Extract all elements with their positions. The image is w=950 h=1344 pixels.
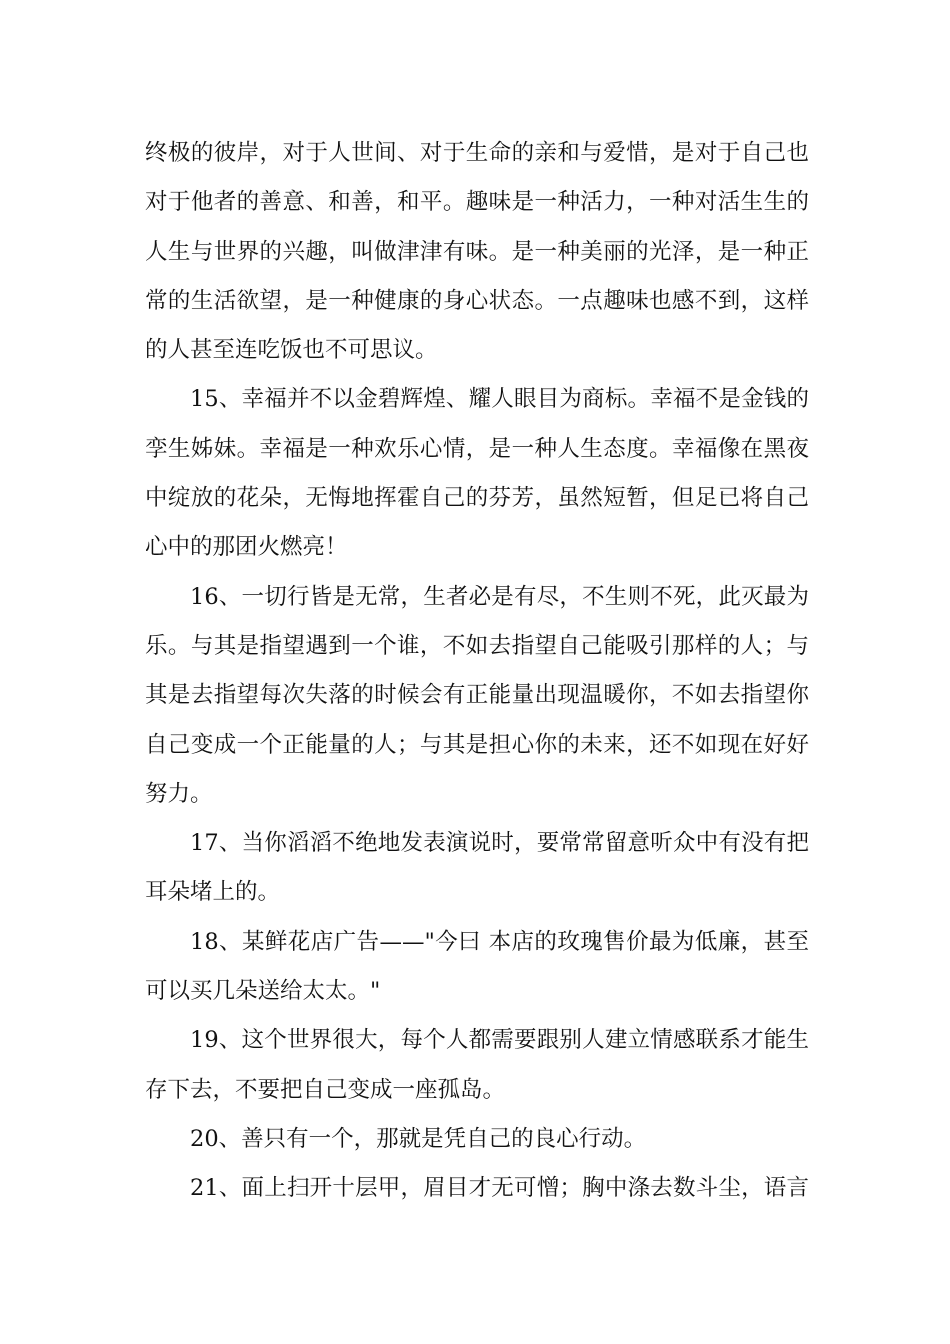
text-line: 17、当你滔滔不绝地发表演说时，要常常留意听众中有没有把: [190, 830, 809, 857]
text-line: 乐。与其是指望遇到一个谁，不如去指望自己能吸引那样的人；与: [145, 632, 809, 659]
text-line: 19、这个世界很大，每个人都需要跟别人建立情感联系才能生: [190, 1027, 809, 1054]
text-line: 耳朵堵上的。: [145, 879, 281, 906]
text-line: 对于他者的善意、和善，和平。趣味是一种活力，一种对活生生的: [145, 189, 809, 216]
text-line: 16、一切行皆是无常，生者必是有尽，不生则不死，此灭最为: [190, 583, 809, 610]
text-line: 21、面上扫开十层甲，眉目才无可憎；胸中涤去数斗尘，语言: [190, 1175, 809, 1202]
text-line: 孪生姊妹。幸福是一种欢乐心情，是一种人生态度。幸福像在黑夜: [145, 435, 809, 462]
text-line: 存下去，不要把自己变成一座孤岛。: [145, 1076, 506, 1103]
text-line: 20、善只有一个，那就是凭自己的良心行动。: [190, 1125, 647, 1152]
text-line: 15、幸福并不以金碧辉煌、耀人眼目为商标。幸福不是金钱的: [190, 386, 809, 413]
text-line: 人生与世界的兴趣，叫做津津有味。是一种美丽的光泽，是一种正: [145, 238, 809, 265]
text-line: 终极的彼岸，对于人世间、对于生命的亲和与爱惜，是对于自己也: [145, 140, 809, 166]
text-line: 18、某鲜花店广告——"今曰 本店的玫瑰售价最为低廉，甚至: [190, 928, 809, 955]
text-line: 可以买几朵送给太太。": [145, 978, 381, 1005]
text-line: 中绽放的花朵，无悔地挥霍自己的芬芳，虽然短暂，但足已将自己: [145, 485, 809, 512]
text-line: 的人甚至连吃饭也不可思议。: [145, 337, 438, 364]
text-line: 常的生活欲望，是一种健康的身心状态。一点趣味也感不到，这样: [145, 287, 809, 314]
text-line: 努力。: [145, 780, 213, 807]
text-line: 自己变成一个正能量的人；与其是担心你的未来，还不如现在好好: [145, 731, 809, 758]
text-line: 心中的那团火燃亮！: [145, 534, 348, 561]
text-line: 其是去指望每次失落的时候会有正能量出现温暖你，不如去指望你: [145, 682, 809, 709]
body-text: [145, 129, 809, 1214]
